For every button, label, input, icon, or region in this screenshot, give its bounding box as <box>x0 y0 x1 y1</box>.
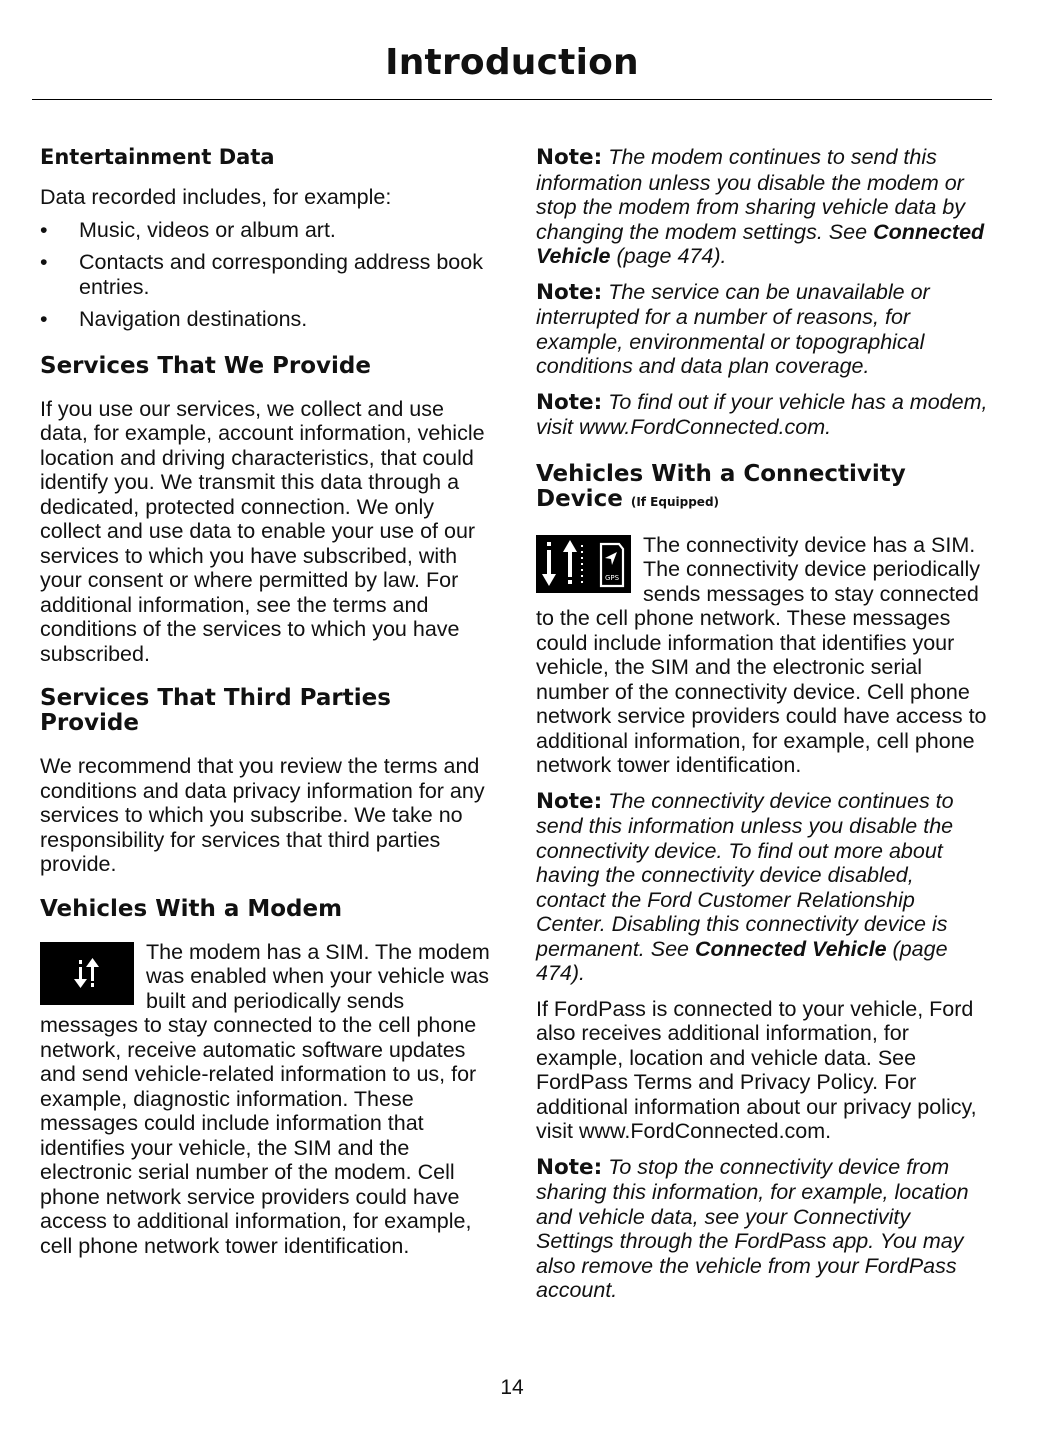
note-connectivity-disable: Note: The connectivity device continues to send this information unless you disable the connectivity device. To find out more about having the connectivity device disabled, contact the Ford Customer Relationship Center. Disabling this connectivity device is permanent. See Connected Vehicle (page 474). <box>536 788 954 985</box>
entertainment-intro: Data recorded includes, for example: <box>40 185 392 209</box>
note-find-modem: Note: To find out if your vehicle has a modem, visit www.FordConnected.com. <box>536 389 988 439</box>
services-we-provide-heading: Services That We Provide <box>40 352 371 379</box>
bullet-icon: • <box>40 217 48 242</box>
services-we-provide-body: If you use our services, we collect and use data, for example, account information, vehicle location and driving characteristics, that could identify you. We transmit this data through a dedicated, protected connection. We only collect and use data to enable your use of our services to which you have subscribed, with your consent or where permitted by law. For additional information, see the terms and conditions of the services to which you have subscribed. <box>40 396 485 666</box>
gps-label: GPS <box>604 573 619 582</box>
note-modem-disable: Note: The modem continues to send this information unless you disable the modem or stop the modem from sharing vehicle data by changing the modem settings. See Connected Vehicle (page 474). <box>536 145 985 268</box>
modem-section <box>40 940 490 1259</box>
connectivity-device-heading: Vehicles With a Connectivity Device (If Equipped) <box>536 460 906 512</box>
connectivity-body: The connectivity device has a SIM. The connectivity device periodically sends messages to stay connected to the cell phone network. These messages could include information that identifies your vehicle, the SIM and the electronic serial number of the connectivity device. Cell phone network service providers could have access to additional information, for example, cell phone network tower identification. <box>536 532 987 777</box>
page-title: Introduction <box>385 42 639 83</box>
connectivity-device-gps-icon <box>536 535 631 593</box>
note-label: Note: <box>536 389 603 415</box>
third-parties-heading: Services That Third Parties Provide <box>40 685 391 736</box>
note-label: Note: <box>536 1154 603 1180</box>
bullet-icon: • <box>40 250 48 274</box>
connected-vehicle-link[interactable]: Connected Vehicle <box>536 219 985 268</box>
note-label: Note: <box>536 145 603 170</box>
note-service-unavailable: Note: The service can be unavailable or interrupted for a number of reasons, for example, environmental or topographical conditions and data plan coverage. <box>536 279 930 378</box>
list-item: • Navigation destinations. <box>40 307 308 331</box>
note-label: Note: <box>536 279 603 305</box>
right-column <box>536 140 988 1303</box>
fordpass-body: If FordPass is connected to your vehicle, Ford also receives additional information, for example, location and vehicle data. See FordPass Terms and Privacy Policy. For additional information about our privacy policy, visit www.FordConnected.com. <box>536 996 977 1143</box>
if-equipped-label: (If Equipped) <box>630 494 720 509</box>
note-stop-sharing: Note: To stop the connectivity device from sharing this information, for example, location and vehicle data, see your Connectivity Settings through the FordPass app. You may also remove the vehicle from your FordPass account. <box>536 1154 969 1302</box>
bullet-icon: • <box>40 307 48 331</box>
connected-vehicle-link[interactable]: Connected Vehicle <box>694 936 887 961</box>
modem-body: The modem has a SIM. The modem was enabled when your vehicle was built and periodically sends messages to stay connected to the cell phone network, receive automatic software updates and send vehicle-related information to us, for example, diagnostic information. These messages could include information that identifies your vehicle, the SIM and the electronic serial number of the modem. Cell phone network service providers could have access to additional information, for example, cell phone network tower identification. <box>40 939 490 1258</box>
note-label: Note: <box>536 788 603 814</box>
entertainment-list <box>40 218 490 332</box>
list-item: • Music, videos or album art. <box>40 217 336 242</box>
page-number: 14 <box>500 1376 524 1399</box>
connectivity-section <box>536 533 988 778</box>
title-divider <box>32 99 992 100</box>
list-item: • Contacts and corresponding address book entries. <box>40 250 483 299</box>
left-column <box>40 140 490 1258</box>
third-parties-body: We recommend that you review the terms and conditions and data privacy information for any services to which you subscribe. We take no responsibility for services that third parties provide. <box>40 754 485 876</box>
modem-signal-icon <box>40 942 134 1005</box>
entertainment-data-heading: Entertainment Data <box>40 145 275 169</box>
vehicles-modem-heading: Vehicles With a Modem <box>40 895 343 922</box>
